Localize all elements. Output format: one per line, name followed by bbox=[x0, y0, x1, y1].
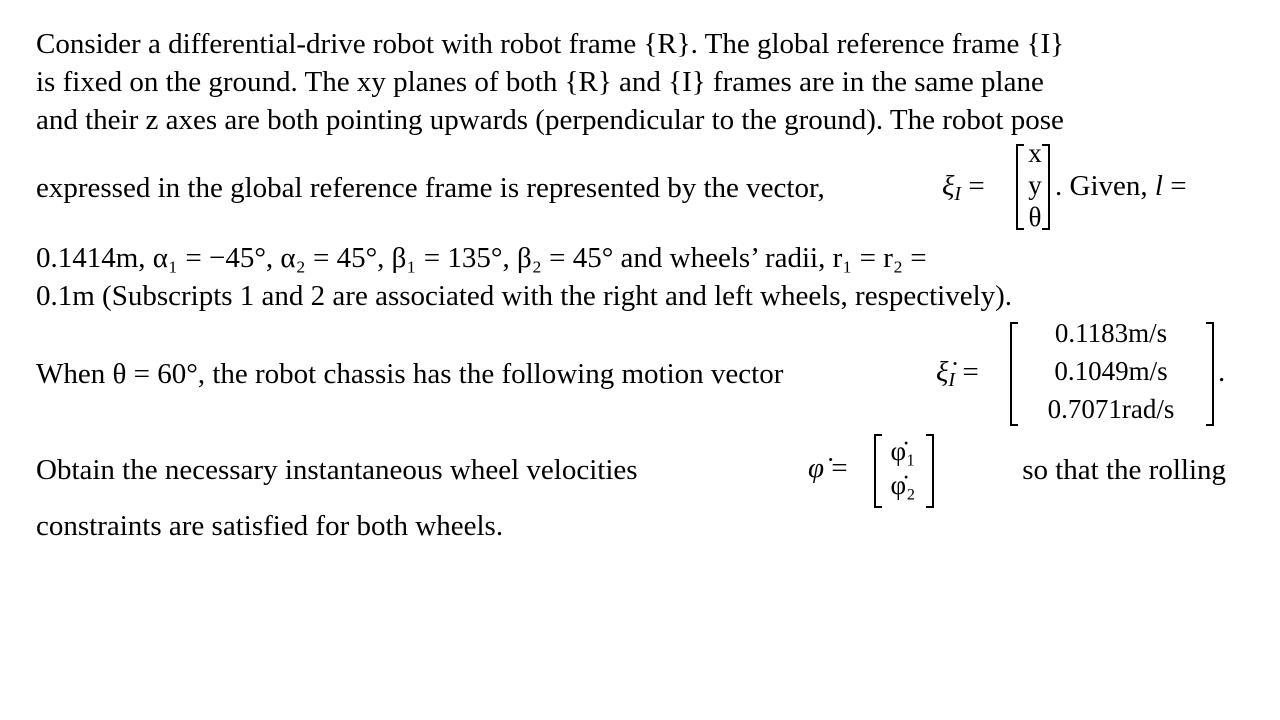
motion-theta-dot: 0.7071rad/s bbox=[1047, 394, 1175, 424]
pose-x: x bbox=[1028, 138, 1042, 168]
phi-2: φ̇₂ bbox=[890, 470, 916, 500]
line-8-left: Obtain the necessary instantaneous wheel velocities bbox=[36, 454, 638, 486]
problem-line-3: and their z axes are both pointing upwards (perpendicular to the ground). The robot pose bbox=[36, 104, 1064, 136]
problem-line-1: Consider a differential-drive robot with robot frame {R}. The global reference frame {I} bbox=[36, 28, 1065, 60]
problem-line-2: is fixed on the ground. The xy planes of both {R} and {I} frames are in the same plane bbox=[36, 66, 1044, 98]
xi-dot-symbol: $\xi̇_I$ = bbox=[936, 356, 979, 391]
xi-symbol: $\xi_I$ = bbox=[942, 170, 985, 205]
problem-line-6: 0.1m (Subscripts 1 and 2 are associated with the right and left wheels, respectively). bbox=[36, 280, 1013, 312]
problem-line-9: constraints are satisfied for both wheels. bbox=[36, 510, 504, 542]
phi-right-bracket bbox=[926, 434, 934, 508]
pose-theta: θ bbox=[1028, 202, 1042, 232]
phi-dot-symbol: φ̇ = bbox=[808, 452, 848, 484]
given-text: . Given, l = bbox=[1055, 170, 1187, 202]
motion-y-dot: 0.1049m/s bbox=[1054, 356, 1168, 386]
problem-line-7: When θ = 60°, the robot chassis has the following motion vector bbox=[36, 358, 784, 390]
motion-x-dot: 0.1183m/s bbox=[1054, 318, 1168, 348]
phi-1: φ̇₁ bbox=[890, 436, 916, 466]
problem-line-4: expressed in the global reference frame is represented by the vector, bbox=[36, 172, 825, 204]
motion-right-bracket bbox=[1206, 322, 1214, 426]
motion-period: . bbox=[1218, 356, 1226, 388]
line-8-right: so that the rolling bbox=[1022, 454, 1226, 486]
problem-line-5: 0.1414m, α₁ = −45°, α₂ = 45°, β₁ = 135°, β₂ = 45° and wheels’ radii, r₁ = r₂ = bbox=[36, 242, 927, 274]
pose-y: y bbox=[1028, 170, 1042, 200]
problem-line-8 bbox=[36, 452, 1226, 488]
